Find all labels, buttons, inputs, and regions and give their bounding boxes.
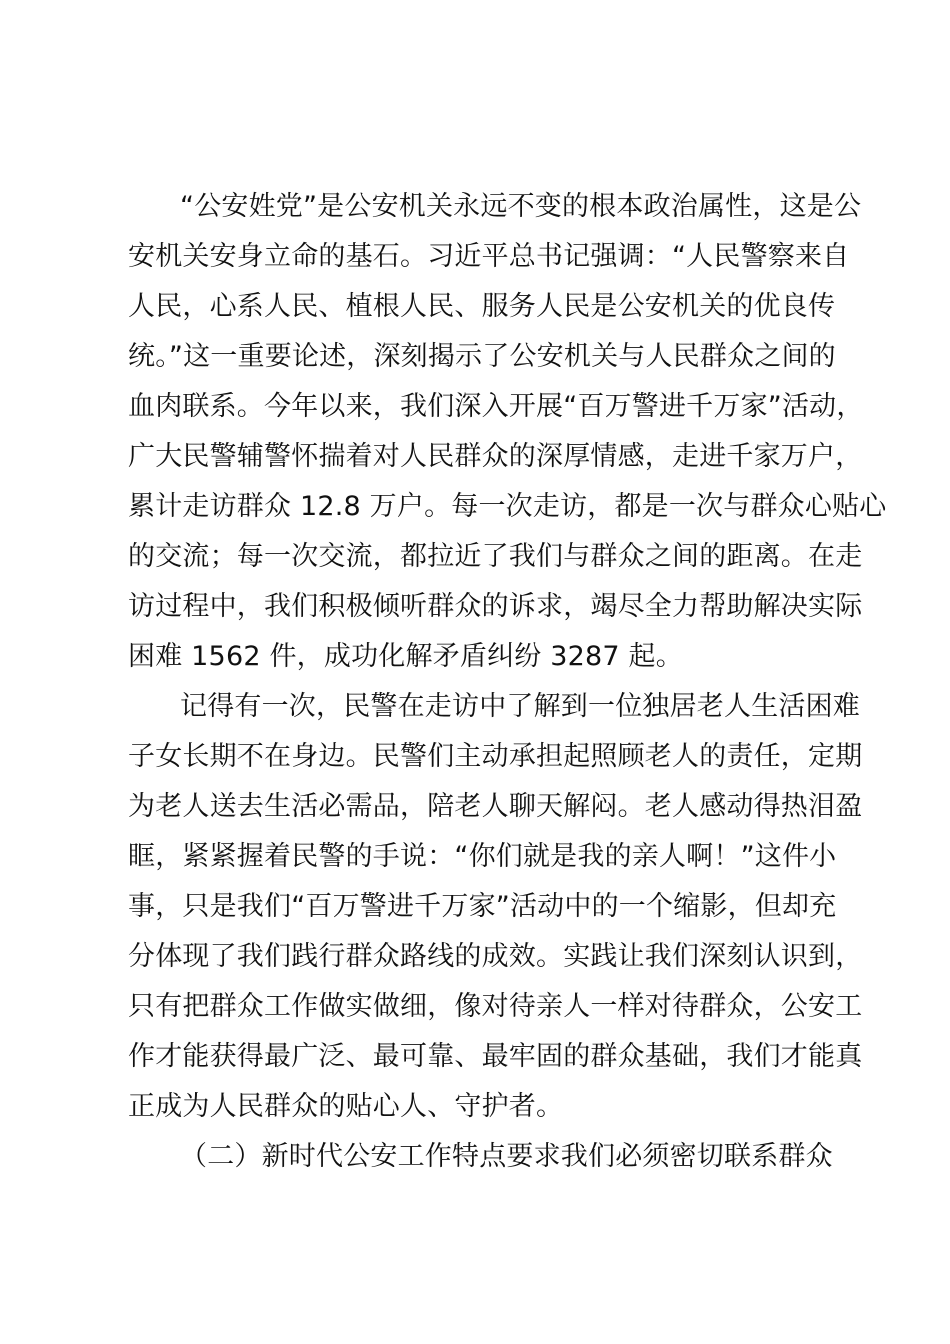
text-line: 累计走访群众 12.8 万户。每一次走访，都是一次与群众心贴心 xyxy=(128,491,887,522)
paragraph-party-attribute xyxy=(128,182,887,682)
text-line: 安机关安身立命的基石。习近平总书记强调：“人民警察来自 xyxy=(128,241,850,272)
text-line: 广大民警辅警怀揣着对人民群众的深厚情感，走进千家万户， xyxy=(128,441,863,472)
text-line: 为老人送去生活必需品，陪老人聊天解闷。老人感动得热泪盈 xyxy=(128,791,863,822)
text-line: “公安姓党”是公安机关永远不变的根本政治属性，这是公 xyxy=(180,191,862,222)
text-line: 只有把群众工作做实做细，像对待亲人一样对待群众，公安工 xyxy=(128,991,863,1022)
text-line: 血肉联系。今年以来，我们深入开展“百万警进千万家”活动， xyxy=(128,391,864,422)
text-line: 记得有一次，民警在走访中了解到一位独居老人生活困难 xyxy=(180,691,860,722)
text-line: 统。”这一重要论述，深刻揭示了公安机关与人民群众之间的 xyxy=(128,341,836,372)
section-heading xyxy=(128,1132,848,1182)
text-line: 的交流；每一次交流，都拉近了我们与群众之间的距离。在走 xyxy=(128,541,863,572)
text-line: 困难 1562 件，成功化解矛盾纠纷 3287 起。 xyxy=(128,641,683,672)
document-body xyxy=(128,182,887,1182)
paragraph-elderly-story xyxy=(128,682,863,1132)
text-line: 事，只是我们“百万警进千万家”活动中的一个缩影，但却充 xyxy=(128,891,837,922)
text-line: 分体现了我们践行群众路线的成效。实践让我们深刻认识到， xyxy=(128,941,863,972)
text-line: 访过程中，我们积极倾听群众的诉求，竭尽全力帮助解决实际 xyxy=(128,591,863,622)
text-line: 正成为人民群众的贴心人、守护者。 xyxy=(128,1091,564,1122)
text-line: 人民，心系人民、植根人民、服务人民是公安机关的优良传 xyxy=(128,291,836,322)
section-heading-text: （二）新时代公安工作特点要求我们必须密切联系群众 xyxy=(180,1141,833,1172)
text-line: 眶，紧紧握着民警的手说：“你们就是我的亲人啊！”这件小 xyxy=(128,841,837,872)
text-line: 子女长期不在身边。民警们主动承担起照顾老人的责任，定期 xyxy=(128,741,863,772)
text-line: 作才能获得最广泛、最可靠、最牢固的群众基础，我们才能真 xyxy=(128,1041,863,1072)
